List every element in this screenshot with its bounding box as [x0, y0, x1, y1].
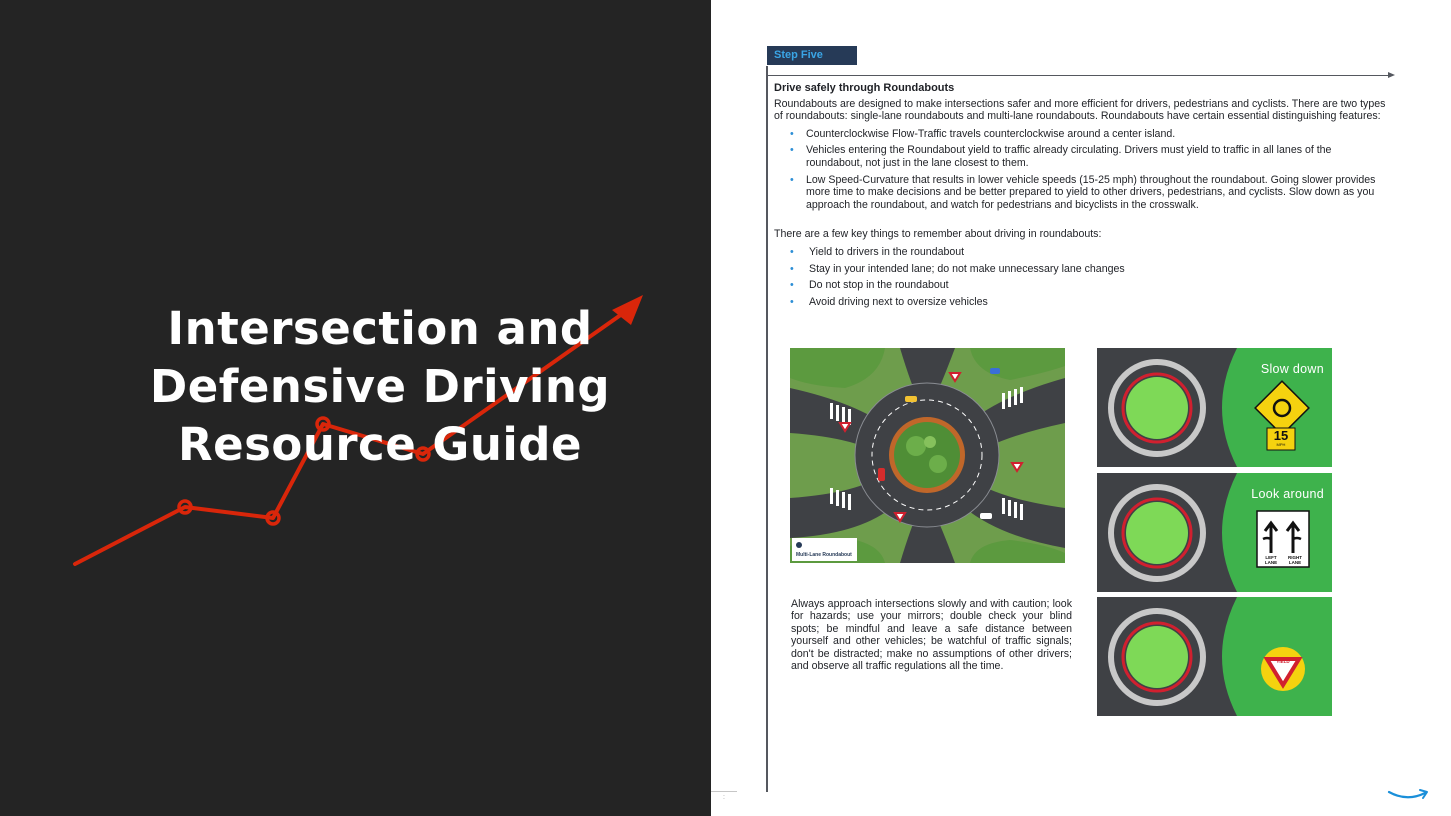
safety-note: Always approach intersections slowly and with caution; look for hazards; use your mirrors; double check your blind spots; be mindful and leave a safe distance between yourself and other vehicles; be watchful of traffic signals; don't be distracted; make no assumptions of other drivers; and observe all traffic regulations all the time.: [791, 598, 1072, 673]
header-rule: [766, 75, 1391, 76]
list-item: • Yield to drivers in the roundabout: [790, 245, 965, 258]
bullet-icon: •: [790, 262, 794, 275]
title-line-2: Defensive Driving: [149, 360, 611, 413]
bullet-icon: •: [790, 127, 794, 140]
speed-sign-value: 15: [1273, 428, 1289, 443]
footer-rule: [711, 791, 737, 792]
section-heading: Drive safely through Roundabouts: [774, 82, 955, 94]
step-label: Step Five: [767, 46, 857, 65]
roundabout-diagram-graphic: [790, 348, 1065, 563]
brand-smile-logo: [1385, 786, 1433, 802]
panel-label: Slow down: [1260, 362, 1324, 376]
list-item: • Low Speed-Curvature that results in lower vehicle speeds (15-25 mph) throughout the roundabout. Going slower provides more time to make decisions and be better prepared to yield to other drivers, pedestrians, and cyclists. Slow down as you approach the roundabout, and watch for pedestrians and bicyclists in the crosswalk.: [790, 173, 1376, 211]
bullet-icon: •: [790, 295, 794, 308]
bullet-icon: •: [790, 279, 794, 292]
roundabout-diagram: [790, 348, 1065, 563]
tips-list: [774, 246, 1389, 308]
list-item: • Avoid driving next to oversize vehicles: [790, 295, 988, 308]
tips-intro: There are a few key things to remember about driving in roundabouts:: [774, 228, 1102, 241]
slow-down-panel: [1097, 348, 1332, 467]
intro-paragraph: Roundabouts are designed to make intersections safer and more efficient for drivers, pedestrians and cyclists. There are two types of roundabouts: single-lane roundabouts and multi-lane roundabouts. Roundabouts have certain essential distinguishing features:: [774, 97, 1386, 123]
list-item: • Stay in your intended lane; do not make unnecessary lane changes: [790, 262, 1125, 275]
title-line-1: Intersection and: [167, 302, 593, 355]
feature-list: [774, 128, 1389, 212]
footer-mark: :: [723, 794, 725, 801]
diagram-caption: Multi-Lane Roundabout: [796, 552, 852, 558]
title-line-3: Resource Guide: [177, 418, 583, 471]
bullet-icon: •: [790, 173, 794, 186]
yield-panel: [1097, 597, 1332, 716]
yield-sign-text: YIELD: [1276, 659, 1290, 664]
lane-sign-right: RIGHT LANE: [1288, 555, 1302, 565]
look-around-panel: [1097, 473, 1332, 592]
list-item: • Counterclockwise Flow-Traffic travels counterclockwise around a center island.: [790, 127, 1176, 140]
document-page: [711, 0, 1451, 816]
side-rule: [766, 66, 768, 792]
yield-graphic: [1097, 597, 1332, 716]
header-rule-arrow: [1388, 72, 1395, 78]
lane-sign-left: LEFT LANE: [1264, 555, 1278, 565]
list-item: • Vehicles entering the Roundabout yield to traffic already circulating. Drivers must yield to traffic in all lanes of the roundabout, not just in the lane closest to them.: [790, 144, 1332, 169]
document-body: [774, 82, 1389, 312]
speed-sign-unit: MPH: [1276, 442, 1286, 447]
list-item: • Do not stop in the roundabout: [790, 279, 949, 292]
bullet-icon: •: [790, 144, 794, 157]
panel-label: Look around: [1251, 487, 1324, 501]
title-panel: [0, 0, 711, 816]
bullet-icon: •: [790, 245, 794, 258]
page-title: [130, 300, 630, 474]
